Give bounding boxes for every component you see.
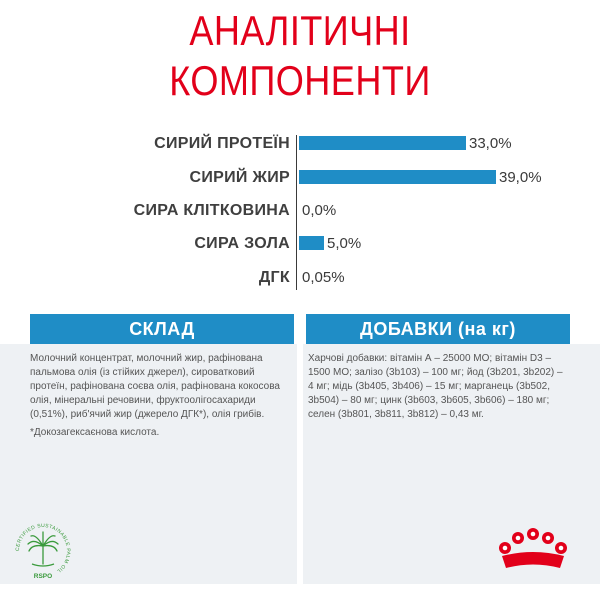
nutrient-label: СИРА КЛІТКОВИНА: [133, 202, 290, 219]
additives-text-block: [308, 352, 570, 422]
nutrient-value: 39,0%: [499, 169, 542, 186]
rspo-ring-text: CERTIFIED SUSTAINABLE PALM OIL: [14, 522, 72, 575]
nutrient-row: [0, 233, 600, 255]
royal-canin-crown-icon: [496, 528, 570, 572]
additives-heading: ДОБАВКИ (на кг): [306, 314, 570, 344]
rspo-mark: RSPO: [33, 573, 53, 580]
nutrient-value: 0,05%: [302, 269, 345, 286]
title-line-2: КОМПОНЕНТИ: [169, 57, 431, 104]
nutrient-row: [0, 200, 600, 222]
composition-footnote: *Докозагексаєнова кислота.: [30, 427, 160, 438]
nutrient-label: СИРИЙ ПРОТЕЇН: [154, 135, 290, 152]
nutrient-label: СИРА ЗОЛА: [194, 235, 290, 252]
nutrient-bar: [299, 136, 466, 150]
nutrient-row: [0, 133, 600, 155]
nutrient-label: ДГК: [258, 269, 290, 286]
rspo-palm-icon: [12, 520, 74, 582]
composition-heading: СКЛАД: [30, 314, 294, 344]
nutrient-bar: [299, 170, 496, 184]
nutrient-row: [0, 167, 600, 189]
nutrient-bar: [299, 236, 324, 250]
page-title: [42, 6, 558, 106]
nutrient-label: СИРИЙ ЖИР: [189, 169, 290, 186]
title-line-1: АНАЛІТИЧНІ: [189, 7, 411, 54]
nutrient-value: 5,0%: [327, 235, 362, 252]
nutrient-value: 33,0%: [469, 135, 512, 152]
nutrient-row: [0, 267, 600, 289]
composition-text-block: [30, 352, 292, 440]
nutrient-value: 0,0%: [302, 202, 337, 219]
additives-text: Харчові добавки: вітамін А – 25000 МО; вітамін D3 – 1500 МО; залізо (3b103) – 100 мг; йод (3b201, 3b202) – 4 мг; мідь (3b405, 3b406) – 15 мг; марганець (3b502, 3b504) – 80 мг; цинк (3b603, 3b605, 3b606) – 180 мг; селен (3b801, 3b811, 3b812) – 0,43 мг.: [308, 353, 563, 420]
composition-text: Молочний концентрат, молочний жир, рафінована пальмова олія (із стійких джерел), сироватковий протеїн, рафінована соєва олія, рафінована кокосова олія, мінеральні речовини, фруктоолігосахариди (0,51%), риб'ячий жир (джерело ДГК*), олія грибів.: [30, 353, 280, 420]
